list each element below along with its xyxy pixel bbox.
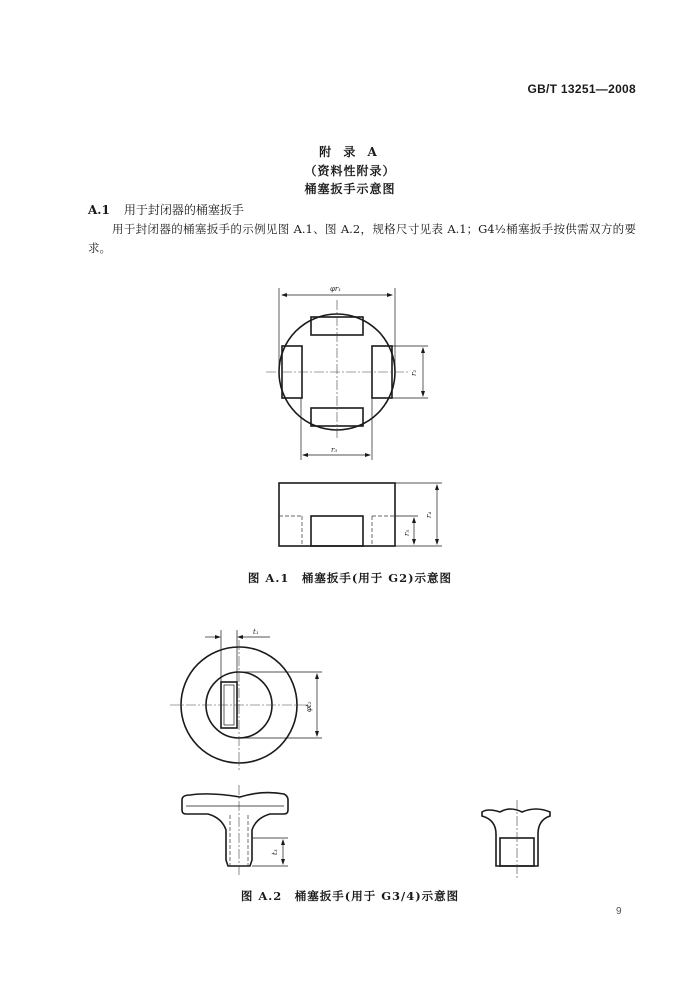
fig-a1-dim-r3: r₃ — [331, 446, 338, 454]
standard-code: GB/T 13251—2008 — [527, 82, 636, 96]
fig-a2-dim-t3: t₃ — [271, 849, 279, 855]
section-number: A.1 — [88, 203, 110, 217]
fig-a1-dim-diameter: φr₁ — [330, 285, 342, 293]
section-body: 用于封闭器的桶塞扳手的示例见图 A.1、图 A.2，规格尺寸见表 A.1；G4½桶塞扳手按供需双方的要求。 — [88, 222, 636, 255]
fig-a1-dim-r2: r₂ — [410, 369, 418, 376]
figure-a2-caption: 图 A.2 桶塞扳手(用于 G3/4)示意图 — [240, 889, 460, 903]
figure-a1-caption: 图 A.1 桶塞扳手(用于 G2)示意图 — [247, 571, 453, 585]
section-title: 用于封闭器的桶塞扳手 — [123, 203, 244, 217]
appendix-label: 附 录 A — [319, 145, 381, 159]
fig-a1-side-view-slot — [311, 516, 363, 546]
fig-a1-side-view-body — [279, 483, 395, 546]
appendix-title: 桶塞扳手示意图 — [304, 182, 396, 196]
fig-a2-dim-t2: φt₂ — [305, 701, 313, 712]
page-number: 9 — [616, 906, 622, 917]
fig-a2-dim-t1: t₁ — [253, 628, 259, 636]
appendix-nature: （资料性附录） — [304, 164, 396, 178]
fig-a1-dim-r4: r₄ — [425, 511, 433, 518]
fig-a1-dim-r5: r₅ — [403, 529, 411, 536]
